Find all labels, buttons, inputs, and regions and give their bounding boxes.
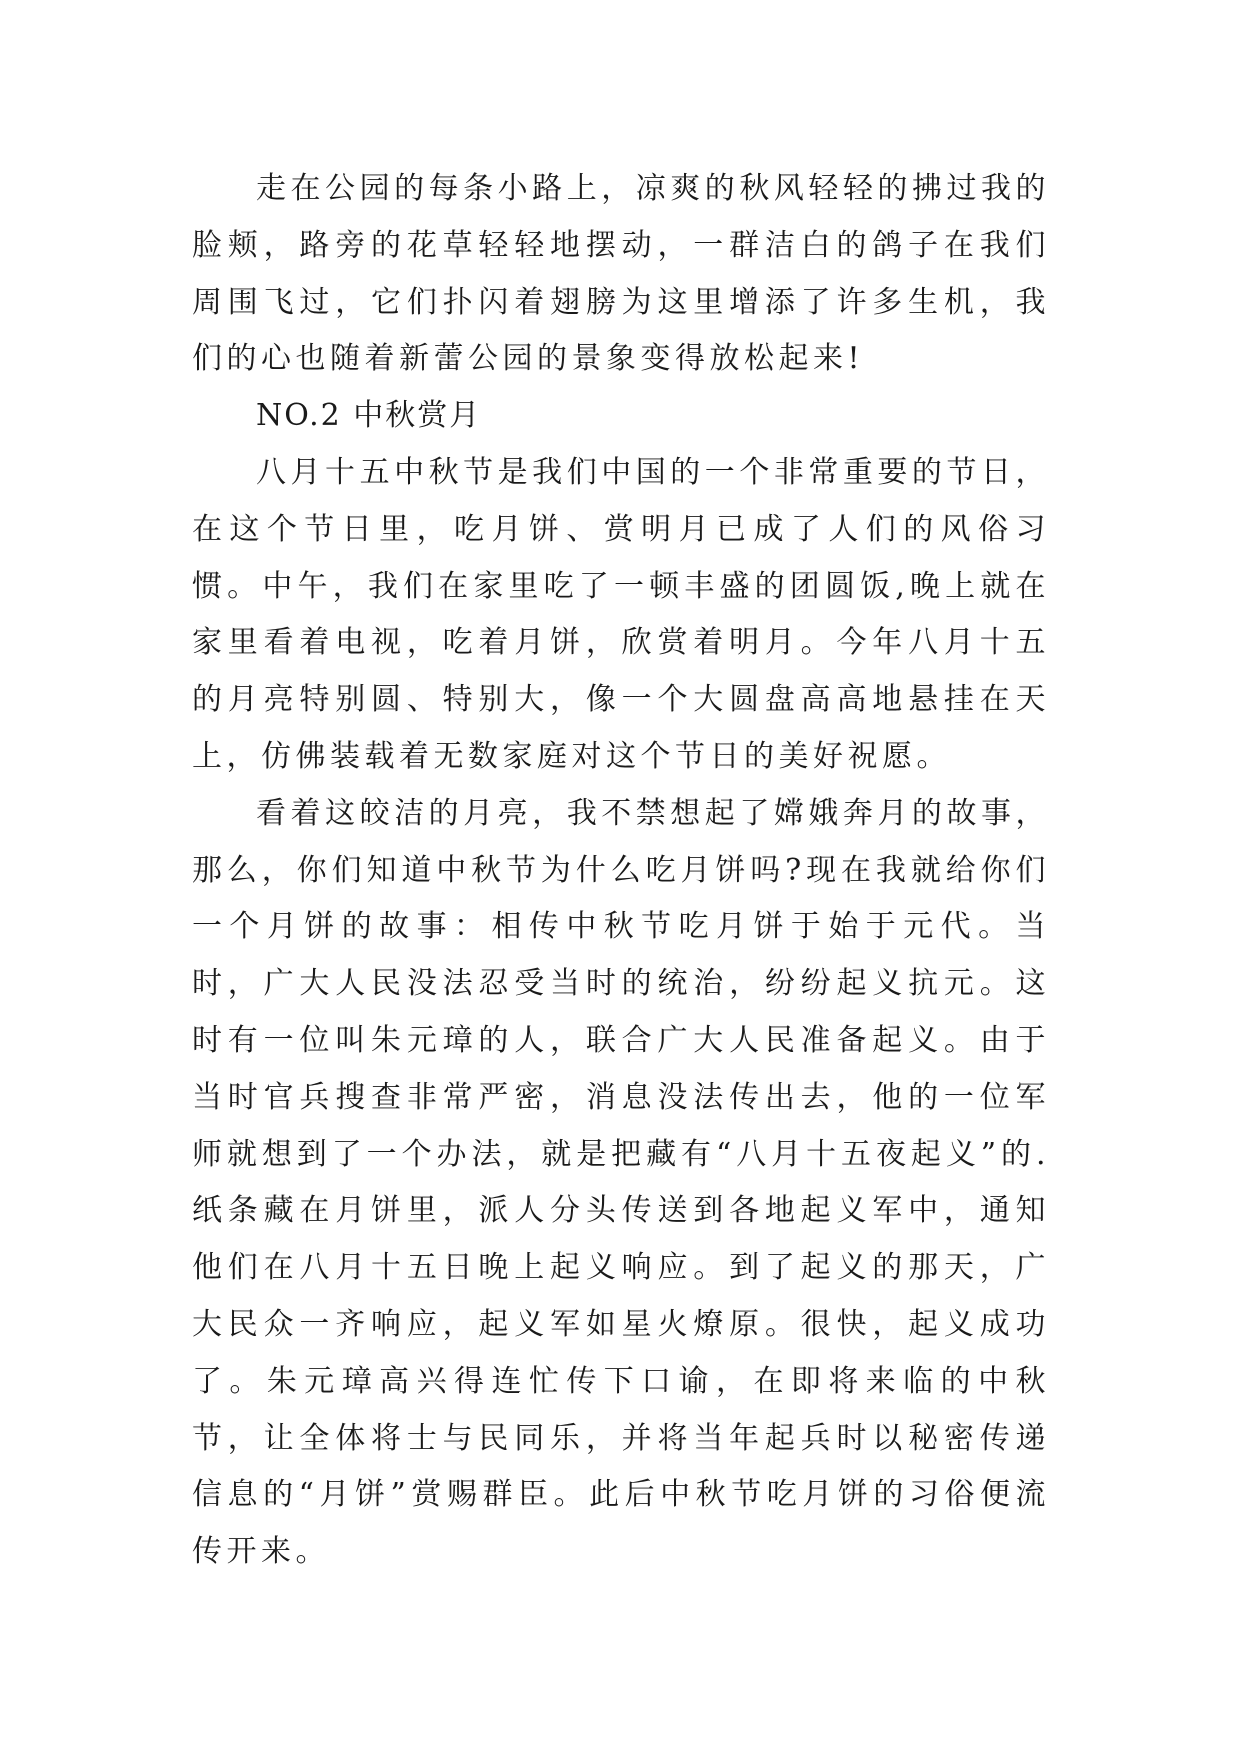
section-heading-mid-autumn: NO.2 中秋赏月 xyxy=(256,398,482,434)
document-body xyxy=(192,161,1050,1581)
paragraph-park-walk: 走在公园的每条小路上，凉爽的秋风轻轻的拂过我的脸颊，路旁的花草轻轻地摆动，一群洁白的鸽子在我们周围飞过，它们扑闪着翅膀为这里增添了许多生机，我们的心也随着新蕾公园的景象变得放松起来! xyxy=(192,171,1050,377)
paragraph-mid-autumn-festival: 八月十五中秋节是我们中国的一个非常重要的节日，在这个节日里，吃月饼、赏明月已成了人们的风俗习惯。中午，我们在家里吃了一顿丰盛的团圆饭,晚上就在家里看着电视，吃着月饼，欣赏着明月。今年八月十五的月亮特别圆、特别大，像一个大圆盘高高地悬挂在天上，仿佛装载着无数家庭对这个节日的美好祝愿。 xyxy=(192,454,1050,774)
paragraph-mooncake-story: 看着这皎洁的月亮，我不禁想起了嫦娥奔月的故事，那么，你们知道中秋节为什么吃月饼吗?现在我就给你们一个月饼的故事：相传中秋节吃月饼于始于元代。当时，广大人民没法忍受当时的统治，纷纷起义抗元。这时有一位叫朱元璋的人，联合广大人民准备起义。由于当时官兵搜查非常严密，消息没法传出去，他的一位军师就想到了一个办法，就是把藏有“八月十五夜起义”的.纸条藏在月饼里，派人分头传送到各地起义军中，通知他们在八月十五日晚上起义响应。到了起义的那天，广大民众一齐响应，起义军如星火燎原。很快，起义成功了。朱元璋高兴得连忙传下口谕，在即将来临的中秋节，让全体将士与民同乐，并将当年起兵时以秘密传递信息的“月饼”赏赐群臣。此后中秋节吃月饼的习俗便流传开来。 xyxy=(192,795,1050,1570)
